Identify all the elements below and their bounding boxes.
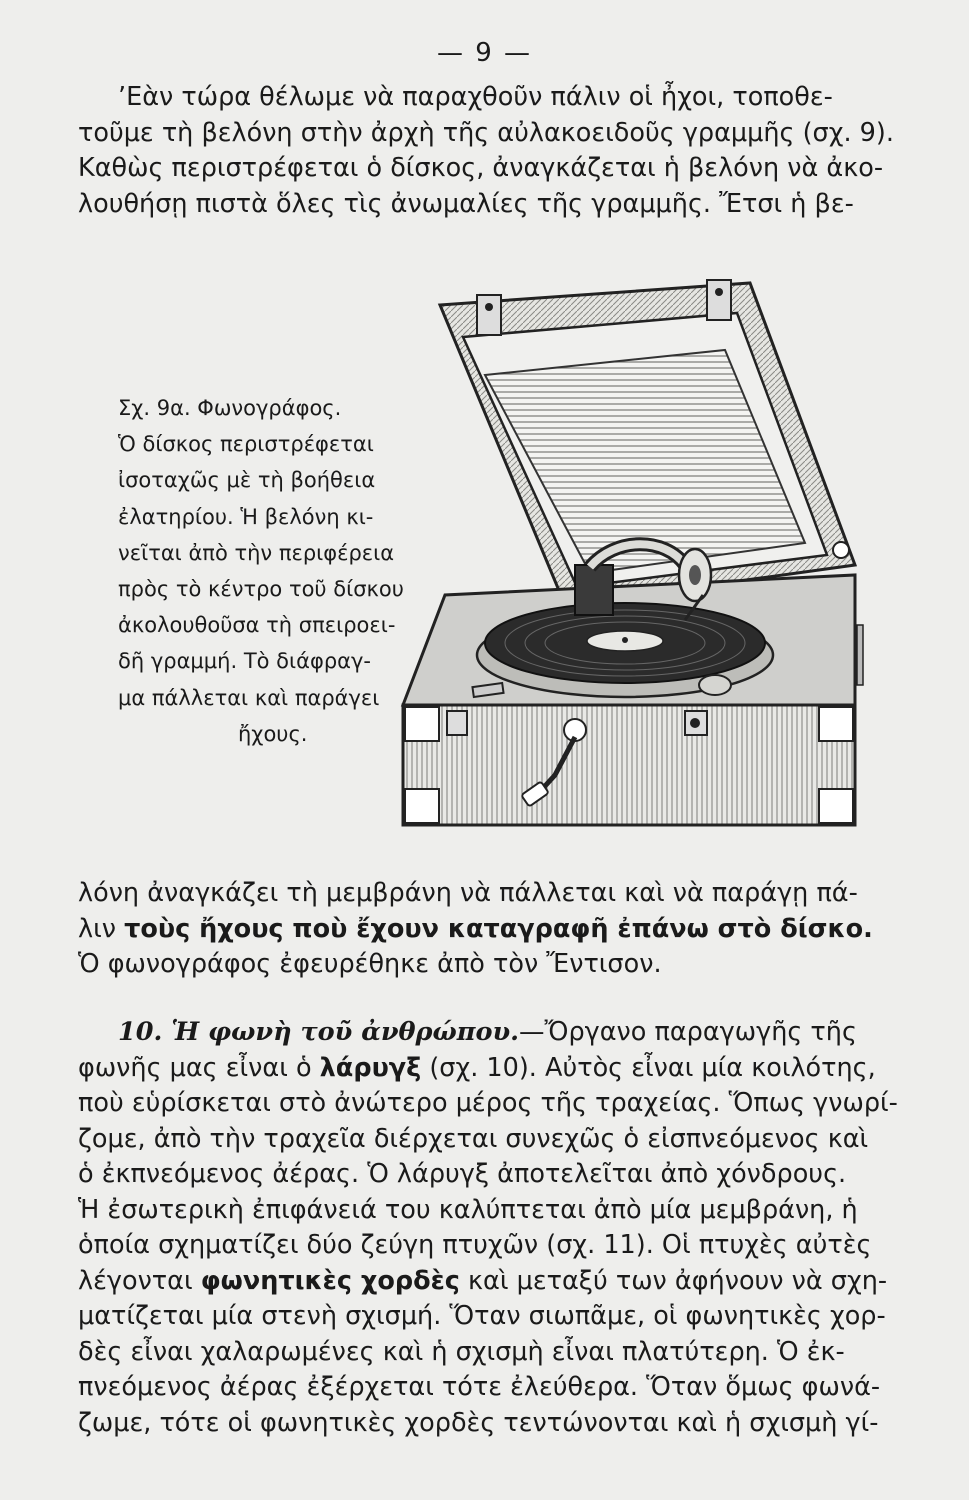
phonograph-drawing [385,275,865,835]
text-line: Ἡ ἐσωτερικὴ ἐπιφάνειά του καλύπτεται ἀπὸ μία μεμβράνη, ἡ [78,1194,858,1225]
caption-line: ἀκολουθοῦσα τὴ σπειροει- [118,613,396,638]
text-run: (σχ. 10). Αὐτὸς εἶναι μία κοιλότης, [421,1052,876,1083]
caption-line: μα πάλλεται καὶ παράγει [118,685,380,710]
text-line [78,1264,898,1300]
text-line: ὁποία σχηματίζει δύο ζεύγη πτυχῶν (σχ. 11). Οἱ πτυχὲς αὐτὲς [78,1230,872,1260]
paragraph-continued [78,876,898,983]
figure-caption [118,390,404,752]
paragraph-voice [78,1015,898,1441]
caption-title: Σχ. 9α. Φωνογράφος. [118,396,342,420]
bold-term: φωνητικὲς χορδὲς [200,1265,460,1296]
text-line: ματίζεται μία στενὴ σχισμή. Ὅταν σιωπᾶμε, οἱ φωνητικὲς χορ- [78,1301,886,1331]
caption-line: πρὸς τὸ κέντρο τοῦ δίσκου [118,577,404,602]
text-line: ὁ ἐκπνεόμενος ἀέρας. Ὁ λάρυγξ ἀποτελεῖται ἀπὸ χόνδρους. [78,1159,847,1189]
section-heading: 10. Ἡ φωνὴ τοῦ ἀνθρώπου. [118,1017,520,1047]
caption-line: ἐλατηρίου. Ἡ βελόνη κι- [118,504,374,529]
text-run: λιν [78,913,125,944]
text-line: ζομε, ἀπὸ τὴν τραχεῖα διέρχεται συνεχῶς ὁ εἰσπνεόμενος καὶ [78,1123,869,1154]
phonograph-illustration [385,275,865,835]
caption-line: Ὁ δίσκος περιστρέφεται [118,432,374,457]
bold-phrase: τοὺς ἤχους ποὺ ἔχουν καταγραφῆ ἐπάνω στὸ δίσκο. [124,913,873,944]
text-line: ζωμε, τότε οἱ φωνητικὲς χορδὲς τεντώνονται καὶ ἡ σχισμὴ γί- [78,1407,879,1438]
text-line: λουθήσῃ πιστὰ ὅλες τὶς ἀνωμαλίες τῆς γραμμῆς. Ἔτσι ἡ βε- [78,188,854,219]
text-line: λόνη ἀναγκάζει τὴ μεμβράνη νὰ πάλλεται καὶ νὰ παράγῃ πά- [78,878,858,908]
text-run: φωνῆς μας εἶναι ὁ [78,1052,320,1083]
bold-term: λάρυγξ [319,1052,422,1083]
text-run: καὶ μεταξύ των ἀφήνουν νὰ σχη- [459,1265,888,1296]
text-line: Καθὼς περιστρέφεται ὁ δίσκος, ἀναγκάζεται ἡ βελόνη νὰ ἀκο- [78,153,884,183]
page-number: — 9 — [436,38,533,68]
text-line [78,912,898,948]
text-line [78,1051,898,1087]
caption-line: δῆ γραμμή. Τὸ διάφραγ- [118,649,371,674]
text-line: Ὁ φωνογράφος ἐφευρέθηκε ἀπὸ τὸν Ἔντισον. [78,949,662,979]
caption-line: ἤχους. [238,721,308,746]
text-run: λέγονται [78,1265,201,1296]
text-line: ’Εὰν τώρα θέλωμε νὰ παραχθοῦν πάλιν οἱ ἦχοι, τοποθε- [118,82,833,112]
text-line [78,1015,898,1051]
text-line: τοῦμε τὴ βελόνη στὴν ἀρχὴ τῆς αὐλακοειδοῦς γραμμῆς (σχ. 9). [78,117,894,148]
caption-line: ἰσοταχῶς μὲ τὴ βοήθεια [118,468,376,493]
lid [440,280,855,605]
text-run: —Ὄργανο παραγωγῆς τῆς [519,1017,857,1047]
caption-line: νεῖται ἀπὸ τὴν περιφέρεια [118,540,395,565]
text-line: πνεόμενος ἀέρας ἐξέρχεται τότε ἐλεύθερα. Ὅταν ὅμως φωνά- [78,1372,881,1402]
text-line: δὲς εἶναι χαλαρωμένες καὶ ἡ σχισμὴ εἶναι πλατύτερη. Ὁ ἐκ- [78,1336,845,1367]
paragraph-intro [78,80,898,222]
text-line: ποὺ εὑρίσκεται στὸ ἀνώτερο μέρος τῆς τραχείας. Ὅπως γνωρί- [78,1088,898,1118]
